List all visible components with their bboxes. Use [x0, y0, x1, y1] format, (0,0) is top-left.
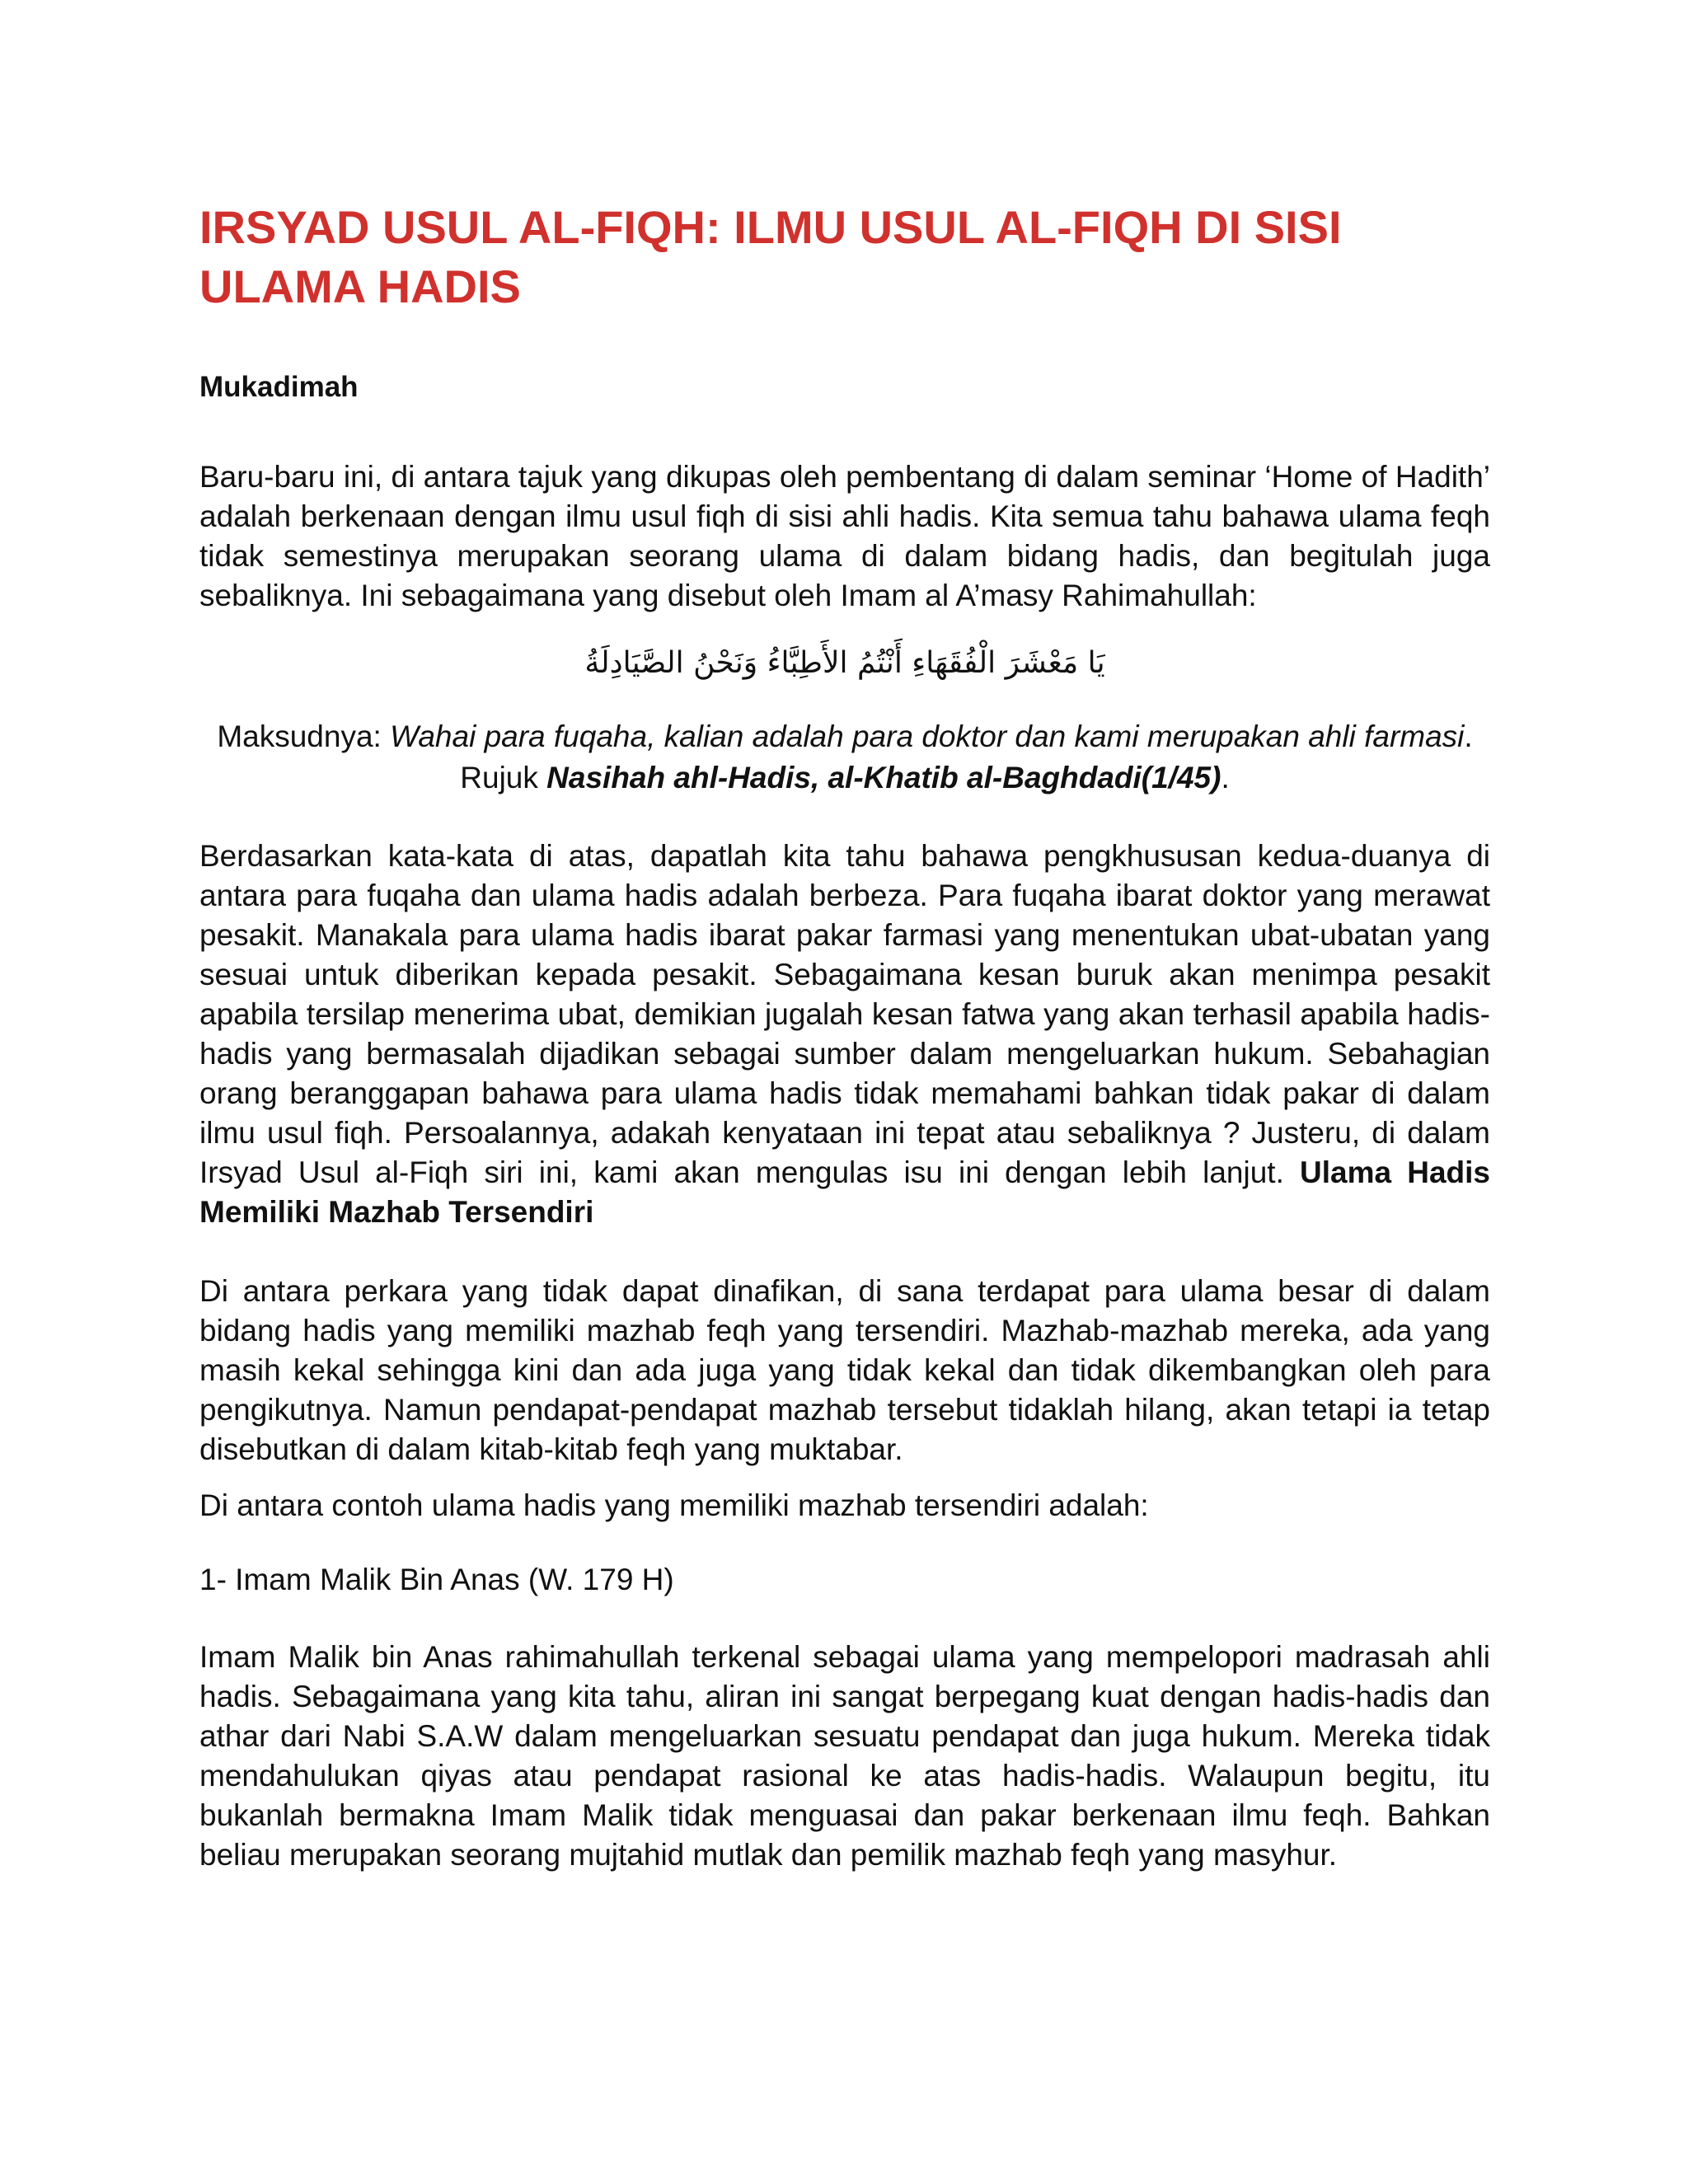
document-page	[199, 198, 1490, 1875]
paragraph-explanation-text: Berdasarkan kata-kata di atas, dapatlah kita tahu bahawa pengkhususan kedua-duanya di antara para fuqaha dan ulama hadis adalah berbeza. Para fuqaha ibarat doktor yang merawat pesakit. Manakala para ulama hadis ibarat pakar farmasi yang menentukan ubat-ubatan yang sesuai untuk diberikan kepada pesakit. Sebagaimana kesan buruk akan menimpa pesakit apabila tersilap menerima ubat, demikian jugalah kesan fatwa yang akan terhasil apabila hadis-hadis yang bermasalah dijadikan sebagai sumber dalam mengeluarkan hukum. Sebahagian orang beranggapan bahawa para ulama hadis tidak memahami bahkan tidak pakar di dalam ilmu usul fiqh. Persoalannya, adakah kenyataan ini tepat atau sebaliknya ? Justeru, di dalam Irsyad Usul al-Fiqh siri ini, kami akan mengulas isu ini dengan lebih lanjut.	[199, 839, 1490, 1189]
paragraph-imam-malik: Imam Malik bin Anas rahimahullah terkenal sebagai ulama yang mempelopori madrasah ahli hadis. Sebagaimana yang kita tahu, aliran ini sangat berpegang kuat dengan hadis-hadis dan athar dari Nabi S.A.W dalam mengeluarkan sesuatu pendapat dan juga hukum. Mereka tidak mendahulukan qiyas atau pendapat rasional ke atas hadis-hadis. Walaupun begitu, itu bukanlah bermakna Imam Malik tidak menguasai dan pakar berkenaan ilmu feqh. Bahkan beliau merupakan seorang mujtahid mutlak dan pemilik mazhab feqh yang masyhur.	[199, 1640, 1490, 1872]
list-item-imam-malik: 1- Imam Malik Bin Anas (W. 179 H)	[199, 1563, 674, 1596]
translation-italic-text: Wahai para fuqaha, kalian adalah para doktor dan kami merupakan ahli farmasi	[390, 719, 1465, 753]
quote-translation	[199, 716, 1490, 799]
paragraph-mazhab: Di antara perkara yang tidak dapat dinafikan, di sana terdapat para ulama besar di dalam bidang hadis yang memiliki mazhab feqh yang tersendiri. Mazhab-mazhab mereka, ada yang masih kekal sehingga kini dan ada juga yang tidak kekal dan tidak dikembangkan oleh para pengikutnya. Namun pendapat-pendapat mazhab tersebut tidaklah hilang, akan tetapi ia tetap disebutkan di dalam kitab-kitab feqh yang muktabar.	[199, 1274, 1490, 1466]
paragraph-explanation	[199, 837, 1490, 1232]
translation-middle: . Rujuk	[460, 719, 1473, 794]
translation-reference: Nasihah ahl-Hadis, al-Khatib al-Baghdadi(1/45)	[546, 761, 1221, 794]
paragraph-examples-intro: Di antara contoh ulama hadis yang memiliki mazhab tersendiri adalah:	[199, 1488, 1149, 1522]
section-heading-mukadimah: Mukadimah	[199, 371, 359, 403]
arabic-quote: يَا مَعْشَرَ الْفُقَهَاءِ أَنْتُمُ الأَطِبَّاءُ وَنَحْنُ الصَّيَادِلَةُ	[584, 646, 1105, 680]
paragraph-intro: Baru-baru ini, di antara tajuk yang dikupas oleh pembentang di dalam seminar ‘Home of Hadith’ adalah berkenaan dengan ilmu usul fiqh di sisi ahli hadis. Kita semua tahu bahawa ulama feqh tidak semestinya merupakan seorang ulama di dalam bidang hadis, dan begitulah juga sebaliknya. Ini sebagaimana yang disebut oleh Imam al A’masy Rahimahullah:	[199, 460, 1490, 612]
translation-prefix: Maksudnya:	[217, 719, 391, 753]
inline-heading-mazhab: Ulama Hadis Memiliki Mazhab Tersendiri	[199, 1155, 1490, 1229]
page-title: IRSYAD USUL AL-FIQH: ILMU USUL AL-FIQH DI SISI ULAMA HADIS	[199, 201, 1342, 312]
translation-suffix: .	[1221, 761, 1230, 794]
